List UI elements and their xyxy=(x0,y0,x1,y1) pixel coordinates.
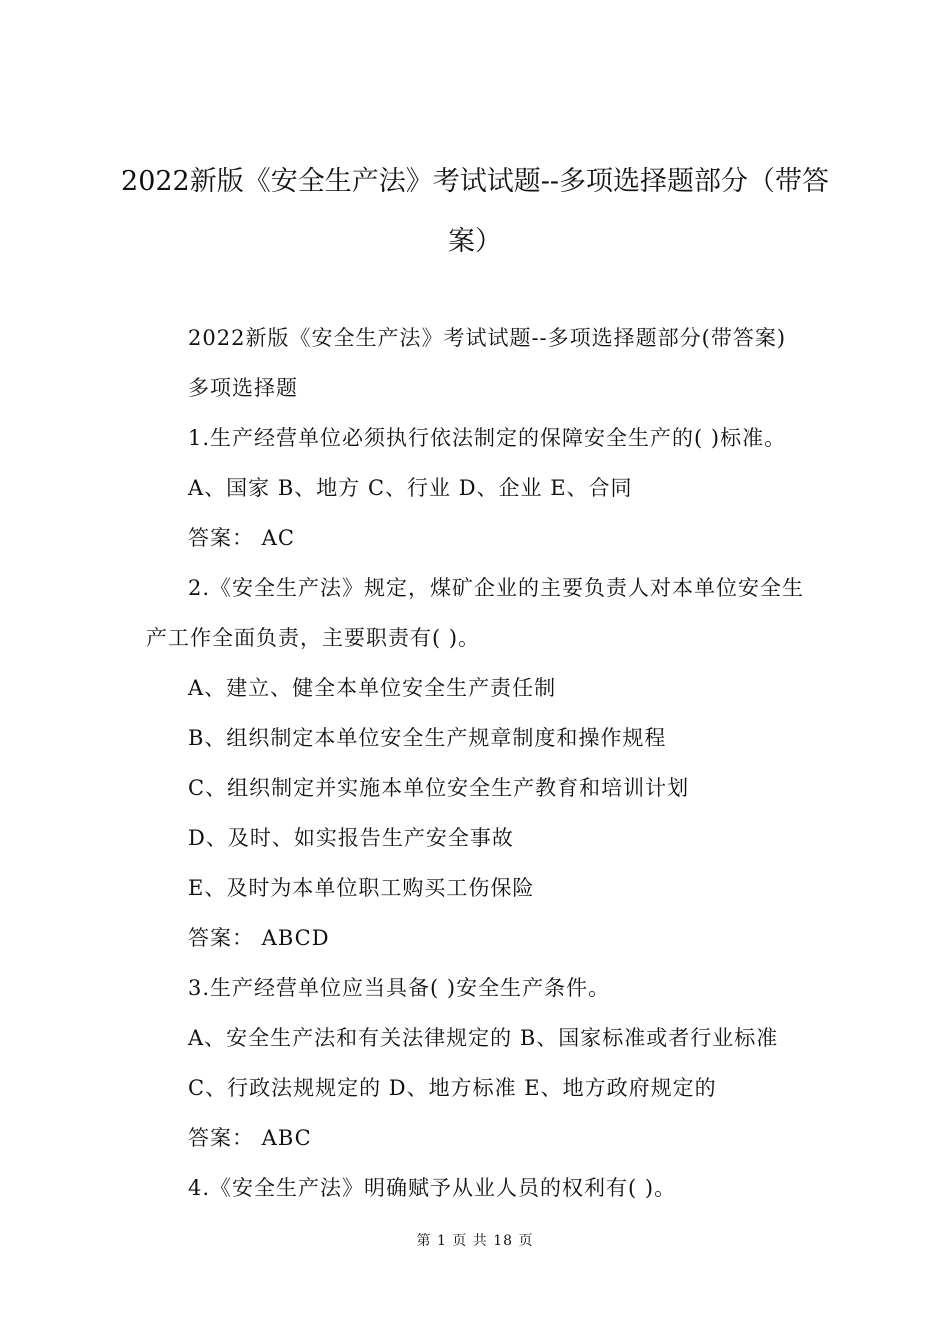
question-2-option-e: E、及时为本单位职工购买工伤保险 xyxy=(188,876,535,900)
question-3-options-1: A、安全生产法和有关法律规定的 B、国家标准或者行业标准 xyxy=(188,1026,779,1050)
title-line-2: 案） xyxy=(448,226,502,257)
question-2-option-c: C、组织制定并实施本单位安全生产教育和培训计划 xyxy=(188,776,690,800)
question-2-option-d: D、及时、如实报告生产安全事故 xyxy=(188,826,514,850)
question-1-options: A、国家 B、地方 C、行业 D、企业 E、合同 xyxy=(188,476,633,500)
question-2-option-b: B、组织制定本单位安全生产规章制度和操作规程 xyxy=(188,726,667,750)
question-2: 2.《安全生产法》规定，煤矿企业的主要负责人对本单位安全生 xyxy=(188,576,805,600)
question-3-answer: 答案： ABC xyxy=(188,1126,312,1150)
section-heading: 多项选择题 xyxy=(188,376,298,400)
question-4: 4.《安全生产法》明确赋予从业人员的权利有( )。 xyxy=(188,1176,677,1200)
document-title xyxy=(120,158,830,266)
question-1-answer: 答案： AC xyxy=(188,526,295,550)
question-3-options-2: C、行政法规规定的 D、地方标准 E、地方政府规定的 xyxy=(188,1076,717,1100)
page-footer: 第 1 页 共 18 页 xyxy=(416,1233,534,1249)
question-3: 3.生产经营单位应当具备( )安全生产条件。 xyxy=(188,976,611,1000)
question-2-continued: 产工作全面负责，主要职责有( )。 xyxy=(146,626,481,650)
title-line-1: 2022新版《安全生产法》考试试题--多项选择题部分（带答 xyxy=(121,166,829,197)
question-2-answer: 答案： ABCD xyxy=(188,926,330,950)
question-2-option-a: A、建立、健全本单位安全生产责任制 xyxy=(188,676,557,700)
subtitle-line: 2022新版《安全生产法》考试试题--多项选择题部分(带答案) xyxy=(188,326,787,350)
question-1: 1.生产经营单位必须执行依法制定的保障安全生产的( )标准。 xyxy=(188,426,787,450)
